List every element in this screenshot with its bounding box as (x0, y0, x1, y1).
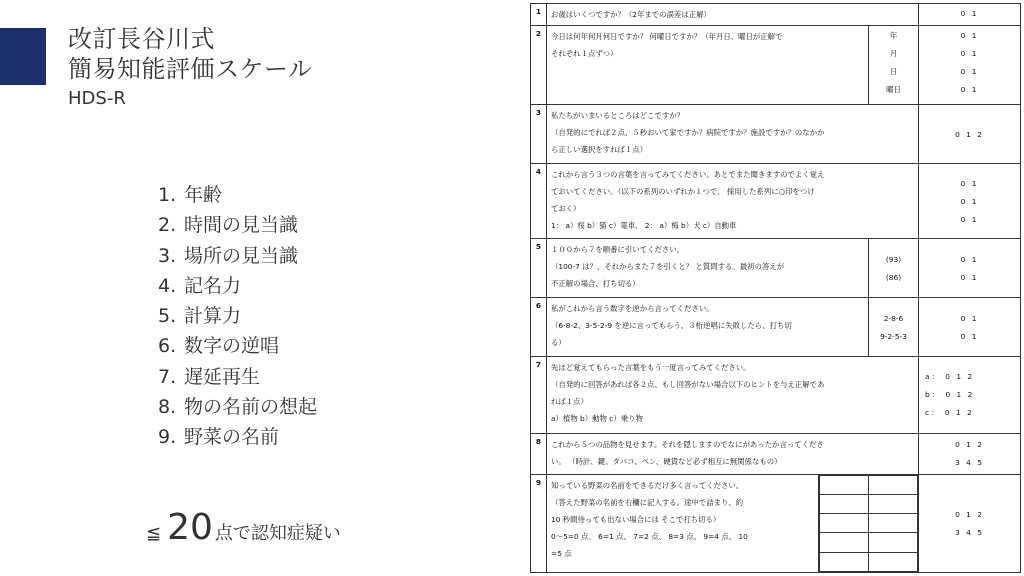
table-row (531, 164, 1021, 239)
answer-cell[interactable] (869, 552, 918, 571)
question-text: １００から７を順番に引いてください。 （100-7 は？、それからまた７を引くと？ と質問する。最初の答えが 不正解の場合、打ち切る） (547, 239, 869, 298)
score-cell: a： 0 1 2 b： 0 1 2 c： 0 1 2 (919, 356, 1021, 433)
score-cell: 0 1 2 (919, 105, 1021, 164)
answer-cell[interactable] (820, 514, 869, 533)
list-item: 5. 計算力 (158, 305, 242, 328)
question-text: 今日は何年何月何日ですか？ 何曜日ですか？（年月日、曜日が正解で それぞれ１点ずつ） (547, 26, 869, 105)
list-item: 8. 物の名前の想起 (158, 396, 318, 419)
cutoff-number: 20 (167, 507, 213, 548)
score-cell: 0 1 0 1 0 1 (919, 164, 1021, 239)
score-cell: 0 1 2 3 4 5 (919, 433, 1021, 474)
table-row (531, 298, 1021, 357)
question-text: これから言う３つの言葉を言ってみてください。あとでまた聞きますのでよく覚え ておいてください。（以下の系列のいずれか１つで、 採用した系列に○印をつけ ておく） 1： a）桜 b）猫 c）電車、 2： a）梅 b）犬 c）自動車 (547, 164, 919, 239)
question-text: これから５つの品物を見せます。それを隠しますのでなにがあったか言ってくださ い。 （時計、鍵、タバコ、ペン、硬貨など必ず相互に無関係なもの） (547, 433, 919, 474)
question-text: 私たちがいまいるところはどこですか？ （自発的にでれば２点、５秒おいて家ですか？病院ですか？施設ですか？のなかか ら正しい選択をすれば１点） (547, 105, 919, 164)
question-number: 7 (531, 356, 547, 433)
table-row (531, 4, 1021, 26)
question-text: 先ほど覚えてもらった言葉をもう一度言ってみてください。 （自発的に回答があれば各２点、もし回答がない場合以下のヒントを与え正解であ れば１点） a）植物 b）動物 c）乗り物 (547, 356, 919, 433)
question-number: 8 (531, 433, 547, 474)
sub-items: 年 月 日 曜日 (869, 26, 919, 105)
score-cell: 0 1 0 1 (919, 239, 1021, 298)
sub-items: 2-8-6 9-2-5-3 (869, 298, 919, 357)
title-line-2: 簡易知能評価スケール (68, 55, 313, 83)
list-item: 4. 記名力 (158, 274, 242, 297)
score-cell: 0 1 (919, 4, 1021, 26)
answer-cell[interactable] (820, 552, 869, 571)
answer-cell[interactable] (820, 533, 869, 552)
le-symbol: ≦ (146, 523, 162, 544)
vegetable-answer-grid[interactable] (819, 474, 919, 572)
question-text: お歳はいくつですか？（2年までの誤差は正解） (547, 4, 919, 26)
answer-cell[interactable] (869, 533, 918, 552)
score-cell: 0 1 2 3 4 5 (919, 474, 1021, 572)
score-cell: 0 1 0 1 0 1 0 1 (919, 26, 1021, 105)
score-cell: 0 1 0 1 (919, 298, 1021, 357)
answer-cell[interactable] (820, 494, 869, 513)
answer-cell[interactable] (869, 475, 918, 494)
sub-items: (93) (86) (869, 239, 919, 298)
item-list (158, 180, 317, 453)
answer-cell[interactable] (869, 494, 918, 513)
table-row (531, 356, 1021, 433)
question-number: 4 (531, 164, 547, 239)
accent-bar (0, 28, 46, 85)
cutoff-note (146, 507, 341, 548)
answer-cell[interactable] (869, 514, 918, 533)
question-number: 2 (531, 26, 547, 105)
question-number: 3 (531, 105, 547, 164)
subtitle: HDS-R (68, 88, 126, 109)
list-item: 2. 時間の見当識 (158, 214, 299, 237)
list-item: 7. 遅延再生 (158, 365, 261, 388)
table-row (531, 474, 1021, 572)
table-row (531, 105, 1021, 164)
question-number: 9 (531, 474, 547, 572)
question-number: 1 (531, 4, 547, 26)
list-item: 9. 野菜の名前 (158, 426, 280, 449)
title-line-1: 改訂長谷川式 (68, 25, 215, 53)
list-item: 1. 年齢 (158, 184, 223, 206)
question-number: 6 (531, 298, 547, 357)
table-row (531, 26, 1021, 105)
list-item: 3. 場所の見当識 (158, 244, 299, 267)
hdsr-form-table (530, 3, 1021, 573)
table-row (531, 433, 1021, 474)
list-item: 6. 数字の逆唱 (158, 335, 280, 358)
question-text: 知っている野菜の名前をできるだけ多く言ってください。 （答えた野菜の名前を右欄に記入する。途中で詰まり、約 10 秒間待っても出ない場合には そこで打ち切る） 0〜5=0 点、 6=1 点、 7=2 点、 8=3 点、 9=4 点、 10 =5 点 (547, 474, 819, 572)
cutoff-text: 点で認知症疑い (214, 523, 341, 544)
answer-cell[interactable] (820, 475, 869, 494)
question-text: 私がこれから言う数字を逆から言ってください。 （6-8-2、3-5-2-9 を逆に言ってもらう、３桁逆唱に失敗したら、打ち切 る） (547, 298, 869, 357)
page-title (68, 24, 313, 84)
question-number: 5 (531, 239, 547, 298)
table-row (531, 239, 1021, 298)
